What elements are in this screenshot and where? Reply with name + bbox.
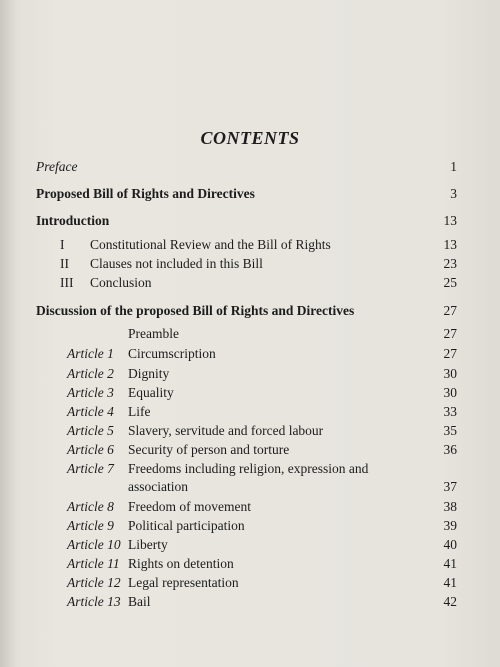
toc-entry-page: 37 <box>443 479 457 494</box>
toc-entry-page: 41 <box>443 575 457 590</box>
toc-entry-article-number: Article 13 <box>67 594 121 609</box>
toc-entry-numeral: III <box>60 275 74 290</box>
toc-entry-label: Freedoms including religion, expression and <box>128 461 369 476</box>
toc-entry-preamble <box>0 325 500 345</box>
toc-entry-article-9 <box>0 517 500 537</box>
toc-entry-label: Preamble <box>128 326 179 341</box>
toc-entry-page: 27 <box>443 303 457 318</box>
toc-entry-article-number: Article 2 <box>67 366 114 381</box>
toc-entry-page: 33 <box>443 404 457 419</box>
toc-entry-numeral: I <box>60 237 65 252</box>
toc-entry-article-3 <box>0 384 500 404</box>
toc-entry-label: Discussion of the proposed Bill of Rights and Directives <box>36 303 355 318</box>
toc-entry-introduction <box>0 212 500 232</box>
toc-entry-page: 3 <box>450 186 457 201</box>
toc-entry-article-8 <box>0 498 500 518</box>
toc-entry-article-5 <box>0 422 500 442</box>
toc-entry-label: Slavery, servitude and forced labour <box>128 423 324 438</box>
toc-entry-article-6 <box>0 441 500 461</box>
toc-entry-label: Equality <box>128 385 174 400</box>
toc-entry-label: Constitutional Review and the Bill of Rights <box>90 237 331 252</box>
toc-entry-label: Freedom of movement <box>128 499 251 514</box>
toc-entry-label: Life <box>128 404 151 419</box>
toc-entry-article-number: Article 11 <box>67 556 120 571</box>
toc-entry-page: 30 <box>443 385 457 400</box>
toc-entry-article-number: Article 7 <box>67 461 114 476</box>
toc-entry-numeral: II <box>60 256 69 271</box>
toc-entry-preface <box>0 158 500 178</box>
toc-entry-article-1 <box>0 345 500 365</box>
toc-entry-article-12 <box>0 574 500 594</box>
toc-entry-page: 30 <box>443 366 457 381</box>
toc-entry-article-number: Article 1 <box>67 346 114 361</box>
toc-entry-label: Legal representation <box>128 575 239 590</box>
toc-entry-page: 36 <box>443 442 457 457</box>
toc-entry-article-number: Article 4 <box>67 404 114 419</box>
toc-entry-label: Proposed Bill of Rights and Directives <box>36 186 255 201</box>
toc-entry-page: 41 <box>443 556 457 571</box>
toc-entry-proposed-bill <box>0 185 500 205</box>
toc-entry-label: Political participation <box>128 518 245 533</box>
toc-entry-intro-2 <box>0 255 500 275</box>
toc-entry-article-11 <box>0 555 500 575</box>
toc-entry-page: 1 <box>450 159 457 174</box>
toc-entry-article-number: Article 3 <box>67 385 114 400</box>
toc-entry-intro-1 <box>0 236 500 256</box>
toc-entry-page: 35 <box>443 423 457 438</box>
toc-entry-page: 27 <box>443 346 457 361</box>
toc-entry-label: Clauses not included in this Bill <box>90 256 263 271</box>
toc-entry-discussion <box>0 302 500 322</box>
toc-entry-page: 39 <box>443 518 457 533</box>
toc-entry-article-7-continued <box>0 478 500 498</box>
toc-entry-intro-3 <box>0 274 500 294</box>
toc-entry-article-4 <box>0 403 500 423</box>
toc-entry-article-13 <box>0 593 500 613</box>
toc-entry-article-number: Article 6 <box>67 442 114 457</box>
toc-entry-page: 13 <box>443 213 457 228</box>
toc-entry-article-number: Article 10 <box>67 537 121 552</box>
toc-entry-label: Dignity <box>128 366 170 381</box>
toc-entry-article-number: Article 5 <box>67 423 114 438</box>
toc-entry-article-10 <box>0 536 500 556</box>
toc-entry-page: 40 <box>443 537 457 552</box>
toc-entry-article-number: Article 9 <box>67 518 114 533</box>
toc-entry-page: 27 <box>443 326 457 341</box>
toc-entry-label: Security of person and torture <box>128 442 290 457</box>
toc-entry-label: Liberty <box>128 537 168 552</box>
toc-entry-label: Rights on detention <box>128 556 234 571</box>
toc-entry-article-7 <box>0 460 500 480</box>
toc-entry-article-number: Article 12 <box>67 575 121 590</box>
toc-entry-page: 13 <box>443 237 457 252</box>
toc-entry-article-2 <box>0 365 500 385</box>
toc-entry-label: Bail <box>128 594 151 609</box>
page-title: CONTENTS <box>200 128 300 148</box>
toc-entry-label: Introduction <box>36 213 110 228</box>
toc-entry-label-continued: association <box>128 479 188 494</box>
toc-entry-article-number: Article 8 <box>67 499 114 514</box>
toc-entry-label: Circumscription <box>128 346 216 361</box>
toc-entry-page: 42 <box>443 594 457 609</box>
toc-entry-label: Preface <box>36 159 78 174</box>
toc-entry-page: 38 <box>443 499 457 514</box>
toc-entry-page: 25 <box>443 275 457 290</box>
toc-entry-label: Conclusion <box>90 275 152 290</box>
toc-entry-page: 23 <box>443 256 457 271</box>
